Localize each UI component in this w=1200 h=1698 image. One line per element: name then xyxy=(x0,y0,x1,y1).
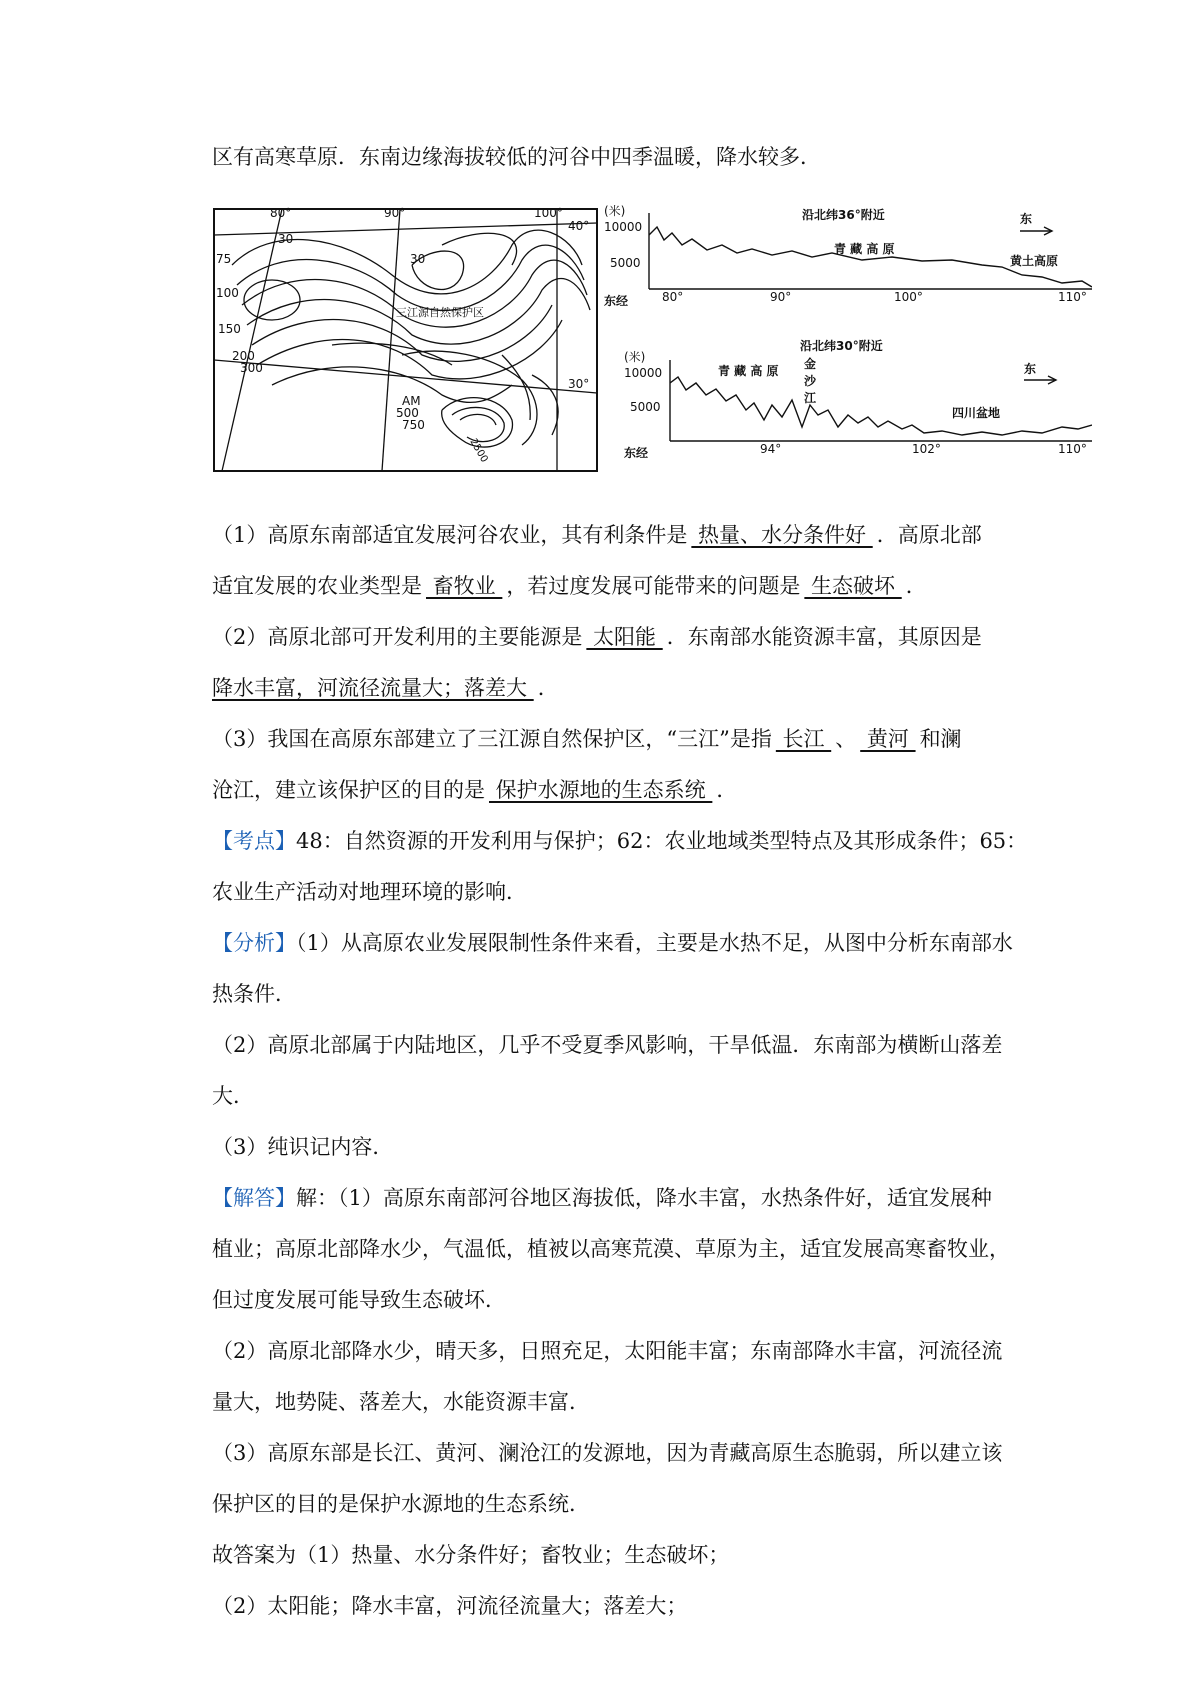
text: ． xyxy=(537,676,559,700)
profile-title: 沿北纬36°附近 xyxy=(802,208,885,222)
direction-label: 东 xyxy=(1024,362,1037,376)
x-tick: 94° xyxy=(760,442,782,456)
jieda-line-2 xyxy=(212,1234,1032,1264)
text: 48：自然资源的开发利用与保护；62：农业地域类型特点及其形成条件；65： xyxy=(296,829,1028,853)
kaodian-line-1 xyxy=(212,826,1032,856)
text: ． xyxy=(905,574,927,598)
text: 、 xyxy=(835,727,857,751)
text: 解：（1）高原东南部河谷地区海拔低，降水丰富，水热条件好，适宜发展种 xyxy=(296,1186,992,1210)
contour-label: AM xyxy=(402,394,421,408)
x-tick: 80° xyxy=(662,290,684,304)
x-tick: 90° xyxy=(770,290,792,304)
y-tick: 10000 xyxy=(624,366,663,380)
text: 故答案为（1）热量、水分条件好；畜牧业；生态破坏； xyxy=(212,1543,730,1567)
answer-blank: 热量、水分条件好 xyxy=(691,523,873,547)
text: ．高原北部 xyxy=(876,523,982,547)
x-tick: 110° xyxy=(1058,290,1087,304)
answer-blank: 长江 xyxy=(775,727,832,751)
y-unit: (米) xyxy=(604,205,626,218)
contour-label: 200 xyxy=(232,349,255,363)
answer-blank: 生态破坏 xyxy=(804,574,902,598)
x-prefix: 东经 xyxy=(624,446,649,460)
lat-label-30: 30° xyxy=(568,377,590,391)
region-label: 青 藏 高 原 xyxy=(718,364,779,378)
jieda-tag: 【解答】 xyxy=(212,1186,296,1210)
y-tick: 5000 xyxy=(630,400,661,414)
text: （2）太阳能；降水丰富，河流径流量大；落差大； xyxy=(212,1594,688,1618)
y-unit: (米) xyxy=(624,350,646,364)
text: （3）高原东部是长江、黄河、澜沧江的发源地，因为青藏高原生态脆弱，所以建立该 xyxy=(212,1441,1003,1465)
text: 沧江，建立该保护区的目的是 xyxy=(212,778,485,802)
contour-label: 100 xyxy=(216,286,239,300)
answer-blank: 黄河 xyxy=(860,727,916,751)
question-3-line-1 xyxy=(212,724,1032,754)
region-label: 四川盆地 xyxy=(952,406,1001,420)
contour-label: 500 xyxy=(396,406,419,420)
contour-label: 150 xyxy=(218,322,241,336)
text: （2）高原北部属于内陆地区，几乎不受夏季风影响，干旱低温．东南部为横断山落差 xyxy=(212,1033,1003,1057)
text: （1）从高原农业发展限制性条件来看，主要是水热不足，从图中分析东南部水 xyxy=(296,931,1013,955)
text: 植业；高原北部降水少，气温低，植被以高寒荒漠、草原为主，适宜发展高寒畜牧业， xyxy=(212,1237,1010,1261)
answer-line-1 xyxy=(212,1540,1032,1570)
answer-blank: 畜牧业 xyxy=(426,574,503,598)
kaodian-line-2 xyxy=(212,877,1032,907)
region-label: 黄土高原 xyxy=(1010,254,1059,268)
x-tick: 100° xyxy=(894,290,923,304)
question-2-line-1 xyxy=(212,622,1032,652)
figure-svg xyxy=(212,205,1092,503)
text: ，若过度发展可能带来的问题是 xyxy=(506,574,801,598)
fenxi-line-3 xyxy=(212,1030,1032,1060)
contour-label: 750 xyxy=(402,418,425,432)
answer-blank: 降水丰富，河流径流量大；落差大 xyxy=(212,676,534,700)
question-1-line-2 xyxy=(212,571,1032,601)
contour-label: 300 xyxy=(240,361,263,375)
question-2-line-2 xyxy=(212,673,1032,703)
map-labels xyxy=(216,206,589,465)
direction-label: 东 xyxy=(1020,212,1033,226)
text: （3）我国在高原东部建立了三江源自然保护区，“三江”是指 xyxy=(212,727,772,751)
text: 保护区的目的是保护水源地的生态系统． xyxy=(212,1492,590,1516)
text: （1）高原东南部适宜发展河谷农业，其有利条件是 xyxy=(212,523,688,547)
paragraph-intro xyxy=(212,142,1032,172)
x-tick: 102° xyxy=(912,442,941,456)
kaodian-tag: 【考点】 xyxy=(212,829,296,853)
text: （2）高原北部可开发利用的主要能源是 xyxy=(212,625,583,649)
question-1-line-1 xyxy=(212,520,1032,550)
fenxi-line-1 xyxy=(212,928,1032,958)
lon-label-100: 100° xyxy=(534,206,563,220)
jieda-line-6 xyxy=(212,1438,1032,1468)
jieda-line-7 xyxy=(212,1489,1032,1519)
fenxi-line-5 xyxy=(212,1132,1032,1162)
lat-label-40: 40° xyxy=(568,219,590,233)
text: 和澜 xyxy=(919,727,962,751)
jieda-line-4 xyxy=(212,1336,1032,1366)
river-label: 沙 xyxy=(804,374,817,388)
y-tick: 10000 xyxy=(604,220,643,234)
fenxi-line-2 xyxy=(212,979,1032,1009)
text: 量大，地势陡、落差大，水能资源丰富． xyxy=(212,1390,590,1414)
text: 适宜发展的农业类型是 xyxy=(212,574,422,598)
fenxi-line-4 xyxy=(212,1081,1032,1111)
text: （3）纯识记内容． xyxy=(212,1135,394,1159)
answer-blank: 保护水源地的生态系统 xyxy=(489,778,713,802)
contour-label: 75 xyxy=(216,252,232,266)
x-prefix: 东经 xyxy=(604,294,629,308)
intro-text: 区有高寒草原．东南边缘海拔较低的河谷中四季温暖，降水较多． xyxy=(212,145,821,169)
jieda-line-3 xyxy=(212,1285,1032,1315)
profile-bottom xyxy=(624,338,1092,460)
reserve-label: 三江源自然保护区 xyxy=(396,306,484,319)
y-tick: 5000 xyxy=(610,256,641,270)
jieda-line-1 xyxy=(212,1183,1032,1213)
river-label: 金 xyxy=(804,357,817,371)
text: ． xyxy=(716,778,738,802)
fenxi-tag: 【分析】 xyxy=(212,931,296,955)
figure-maps xyxy=(212,205,1092,503)
lon-label-80: 80° xyxy=(270,206,292,220)
text: ．东南部水能资源丰富，其原因是 xyxy=(666,625,982,649)
river-label: 江 xyxy=(804,391,817,405)
profile-title: 沿北纬30°附近 xyxy=(800,339,883,353)
contour-label: 2500 xyxy=(467,437,490,465)
region-label: 青 藏 高 原 xyxy=(834,242,895,256)
contour-label: 30 xyxy=(410,252,426,266)
text: 农业生产活动对地理环境的影响． xyxy=(212,880,527,904)
text: （2）高原北部降水少，晴天多，日照充足，太阳能丰富；东南部降水丰富，河流径流 xyxy=(212,1339,1003,1363)
x-tick: 110° xyxy=(1058,442,1087,456)
lon-label-90: 90° xyxy=(384,206,406,220)
text: 但过度发展可能导致生态破坏． xyxy=(212,1288,506,1312)
profile-top xyxy=(604,205,1092,308)
answer-blank: 太阳能 xyxy=(586,625,663,649)
answer-line-2 xyxy=(212,1591,1032,1621)
jieda-line-5 xyxy=(212,1387,1032,1417)
question-3-line-2 xyxy=(212,775,1032,805)
contour-label: 30 xyxy=(278,232,294,246)
text: 大． xyxy=(212,1084,254,1108)
text: 热条件． xyxy=(212,982,296,1006)
